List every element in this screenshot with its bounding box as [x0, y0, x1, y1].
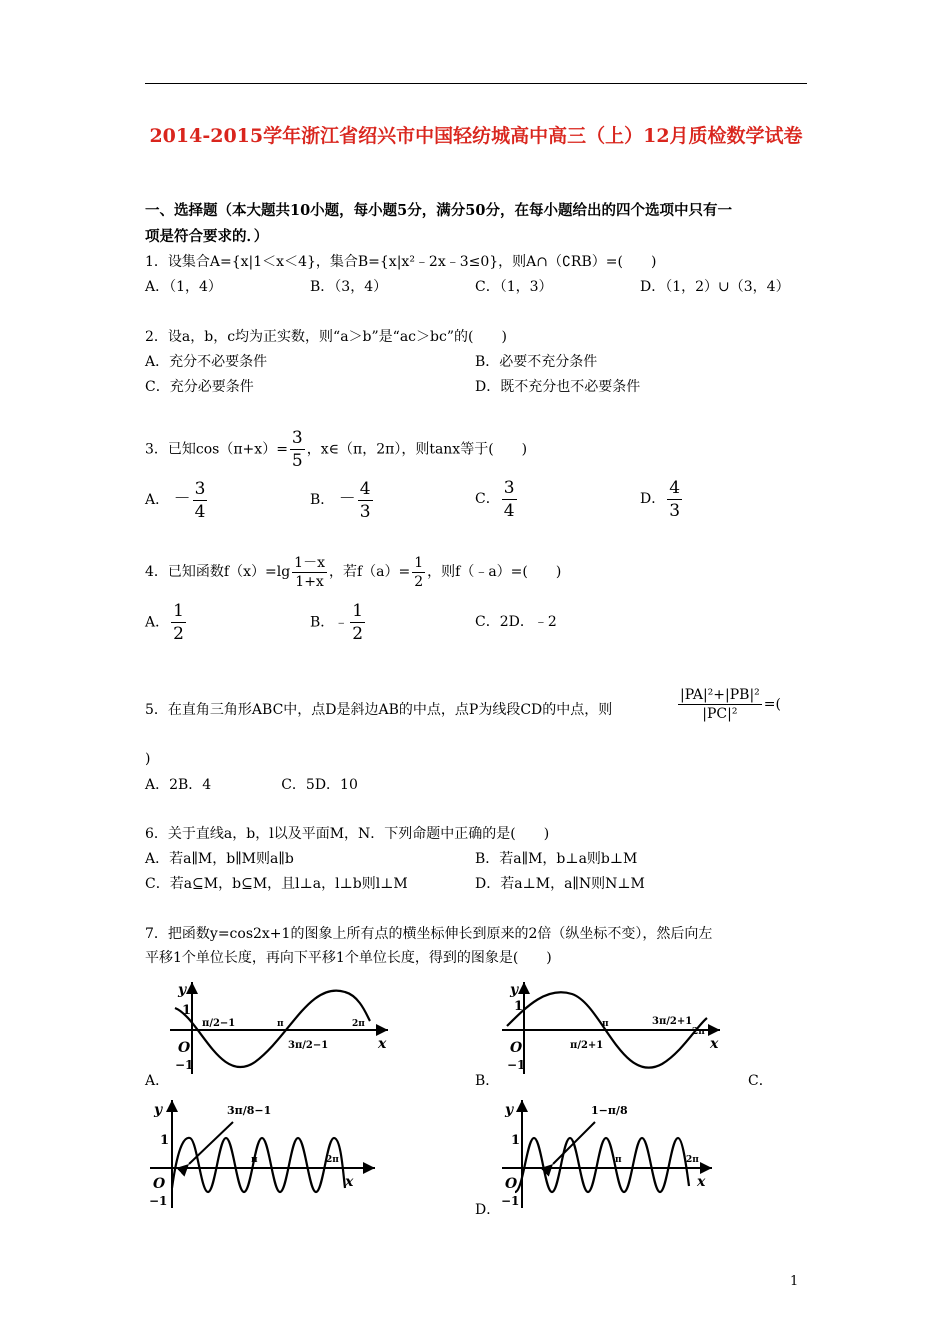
q3-option-d — [640, 476, 684, 522]
one-label: 1 — [182, 1003, 192, 1018]
q6-option-b: B．若a∥M，b⊥a则b⊥M — [475, 851, 638, 867]
q4-den: 1+x — [295, 573, 324, 590]
q3-a-den: 4 — [194, 501, 206, 522]
neg1-label: −1 — [501, 1194, 520, 1208]
q5-stem: 5．在直角三角形ABC中，点D是斜边AB的中点，点P为线段CD的中点，则 — [145, 702, 613, 718]
q3-b-num: 4 — [359, 478, 371, 499]
q5-post: =( — [763, 696, 781, 713]
q3-a-num: 3 — [194, 478, 206, 499]
q6-stem: 6．关于直线a，b，l以及平面M，N．下列命题中正确的是( ) — [145, 826, 550, 842]
q3-c-den: 4 — [503, 500, 515, 521]
two-pi-label: 2π — [686, 1155, 699, 1165]
pi-label: π — [615, 1155, 622, 1165]
q4-fraction-1 — [292, 554, 327, 591]
q2-option-a: A．充分不必要条件 — [145, 354, 268, 370]
q4-a-num: 1 — [173, 601, 184, 621]
neg1-label: −1 — [507, 1058, 526, 1072]
q3-fraction — [290, 427, 305, 472]
q3-d-fraction — [667, 477, 682, 522]
curve — [172, 1138, 345, 1192]
pi-label: π — [602, 1019, 609, 1029]
q3-b-label: B． — [310, 492, 335, 508]
q3-num: 3 — [291, 428, 303, 448]
y-label: y — [154, 1102, 163, 1118]
q4-option-a — [145, 600, 188, 645]
q4-option-cd: C．2D．﹣2 — [475, 614, 557, 630]
q4-den2: 2 — [414, 573, 424, 590]
x-label: x — [378, 1036, 387, 1052]
q3-d-num: 4 — [669, 477, 681, 498]
neg1-label: −1 — [149, 1194, 168, 1208]
q3-a-sign: － — [173, 489, 191, 509]
one-label: 1 — [511, 1133, 521, 1148]
two-pi-label: 2π — [692, 1027, 705, 1037]
q4-b-fraction — [350, 600, 365, 645]
origin-label: O — [178, 1040, 191, 1056]
q5-den: |PC|² — [702, 706, 738, 722]
q2-option-d: D．既不充分也不必要条件 — [475, 379, 641, 395]
q3-c-fraction — [502, 477, 517, 522]
section-heading-line1: 一、选择题（本大题共10小题，每小题5分，满分50分，在每小题给出的四个选项中只有一 — [145, 202, 732, 219]
c-label: 3π/8−1 — [227, 1104, 272, 1117]
x-label: x — [710, 1036, 719, 1052]
q5-close-paren: ) — [145, 751, 151, 767]
q3-den: 5 — [291, 451, 303, 471]
q3-option-c — [475, 476, 519, 522]
b-label1: π/2+1 — [570, 1040, 604, 1051]
q2-stem: 2．设a，b，c均为正实数，则“a＞b”是“ac＞bc”的( ) — [145, 329, 507, 345]
q4-b-num: 1 — [352, 601, 364, 621]
pointer-arrow — [189, 1122, 233, 1164]
a-label2: 3π/2−1 — [288, 1040, 329, 1051]
d-label: 1−π/8 — [591, 1104, 628, 1117]
q3-a-fraction — [193, 478, 208, 523]
q7-label-c: C． — [748, 1073, 773, 1089]
q4-post: ，则f（﹣a）=( ) — [427, 564, 562, 580]
q3-stem — [145, 427, 527, 472]
q7-graph-b — [492, 976, 732, 1076]
q5-options: A．2B．4 C．5D．10 — [145, 777, 358, 793]
q3-d-den: 3 — [669, 500, 681, 521]
q3-option-a — [145, 476, 209, 523]
origin-label: O — [510, 1040, 523, 1056]
q3-post: ，x∈（π，2π），则tanx等于( ) — [306, 441, 528, 458]
q7-label-b: B． — [475, 1073, 500, 1089]
page-number: 1 — [790, 1274, 799, 1289]
origin-label: O — [505, 1176, 518, 1192]
q4-pre: 4．已知函数f（x）=lg — [145, 564, 291, 580]
q1-option-d: D．（1，2）∪（3，4） — [640, 279, 790, 295]
one-label: 1 — [160, 1133, 170, 1148]
q4-a-fraction — [171, 600, 186, 645]
q4-stem — [145, 550, 561, 594]
q1-option-b: B．（3，4） — [310, 279, 388, 295]
q7-graph-a — [160, 976, 400, 1076]
two-pi-label: 2π — [352, 1019, 365, 1029]
y-label: y — [505, 1102, 514, 1118]
x-label: x — [697, 1174, 706, 1190]
q3-pre: 3．已知cos（π+x）= — [145, 441, 288, 458]
pointer-arrow — [553, 1122, 595, 1164]
x-label: x — [345, 1174, 354, 1190]
q3-option-b — [310, 476, 375, 523]
q6-option-c: C．若a⊆M，b⊆M，且l⊥a，l⊥b则l⊥M — [145, 876, 408, 892]
q3-a-label: A． — [145, 492, 170, 508]
b-label2: 3π/2+1 — [652, 1016, 693, 1027]
neg1-label: −1 — [175, 1058, 194, 1072]
q7-label-d: D． — [475, 1202, 501, 1218]
q3-c-num: 3 — [503, 477, 515, 498]
pi-label: π — [277, 1019, 284, 1029]
q4-num2: 1 — [414, 554, 424, 571]
q6-option-a: A．若a∥M，b∥M则a∥b — [145, 851, 294, 867]
q3-d-label: D． — [640, 491, 666, 507]
q4-a-label: A． — [145, 614, 170, 631]
paper-title: 2014-2015学年浙江省绍兴市中国轻纺城高中高三（上）12月质检数学试卷 — [149, 125, 803, 147]
q3-b-den: 3 — [359, 501, 371, 522]
q4-a-den: 2 — [173, 624, 184, 644]
q4-fraction-2 — [412, 554, 425, 591]
a-label1: π/2−1 — [202, 1018, 236, 1029]
q3-b-sign: － — [338, 489, 356, 509]
q2-option-c: C．充分必要条件 — [145, 379, 254, 395]
q1-option-a: A．（1，4） — [145, 279, 222, 295]
q5-fraction — [678, 686, 762, 723]
q3-c-label: C． — [475, 491, 500, 507]
q4-option-b — [310, 600, 367, 645]
pi-label: π — [251, 1155, 258, 1165]
q7-graph-d — [475, 1092, 720, 1210]
q7-label-a: A． — [145, 1073, 170, 1089]
q2-option-b: B．必要不充分条件 — [475, 354, 598, 370]
q4-mid: ，若f（a）= — [328, 564, 411, 580]
q7-graph-c — [145, 1092, 385, 1210]
q7-line1: 7．把函数y=cos2x+1的图象上所有点的横坐标伸长到原来的2倍（纵坐标不变），然后向左 — [145, 926, 713, 942]
q4-b-den: 2 — [352, 624, 364, 644]
one-label: 1 — [514, 999, 524, 1014]
q5-num: |PA|²+|PB|² — [680, 687, 760, 703]
y-label: y — [178, 982, 187, 998]
q5-fraction-wrap — [676, 686, 781, 723]
q1-stem: 1．设集合A={x|1＜x＜4}，集合B={x|x²﹣2x﹣3≤0}，则A∩（∁RB）=( ) — [145, 254, 657, 270]
q7-line2: 平移1个单位长度，再向下平移1个单位长度，得到的图象是( ) — [145, 950, 552, 966]
y-label: y — [510, 982, 519, 998]
q4-num: 1－x — [294, 554, 325, 571]
q3-b-fraction — [358, 478, 373, 523]
q6-option-d: D．若a⊥M，a∥N则N⊥M — [475, 876, 645, 892]
two-pi-label: 2π — [326, 1155, 339, 1165]
origin-label: O — [153, 1176, 166, 1192]
q4-b-label: B．﹣ — [310, 614, 349, 631]
section-heading-line2: 项是符合要求的．） — [145, 228, 269, 245]
q1-option-c: C．（1，3） — [475, 279, 553, 295]
curve — [515, 1138, 689, 1192]
header-rule — [145, 83, 807, 84]
